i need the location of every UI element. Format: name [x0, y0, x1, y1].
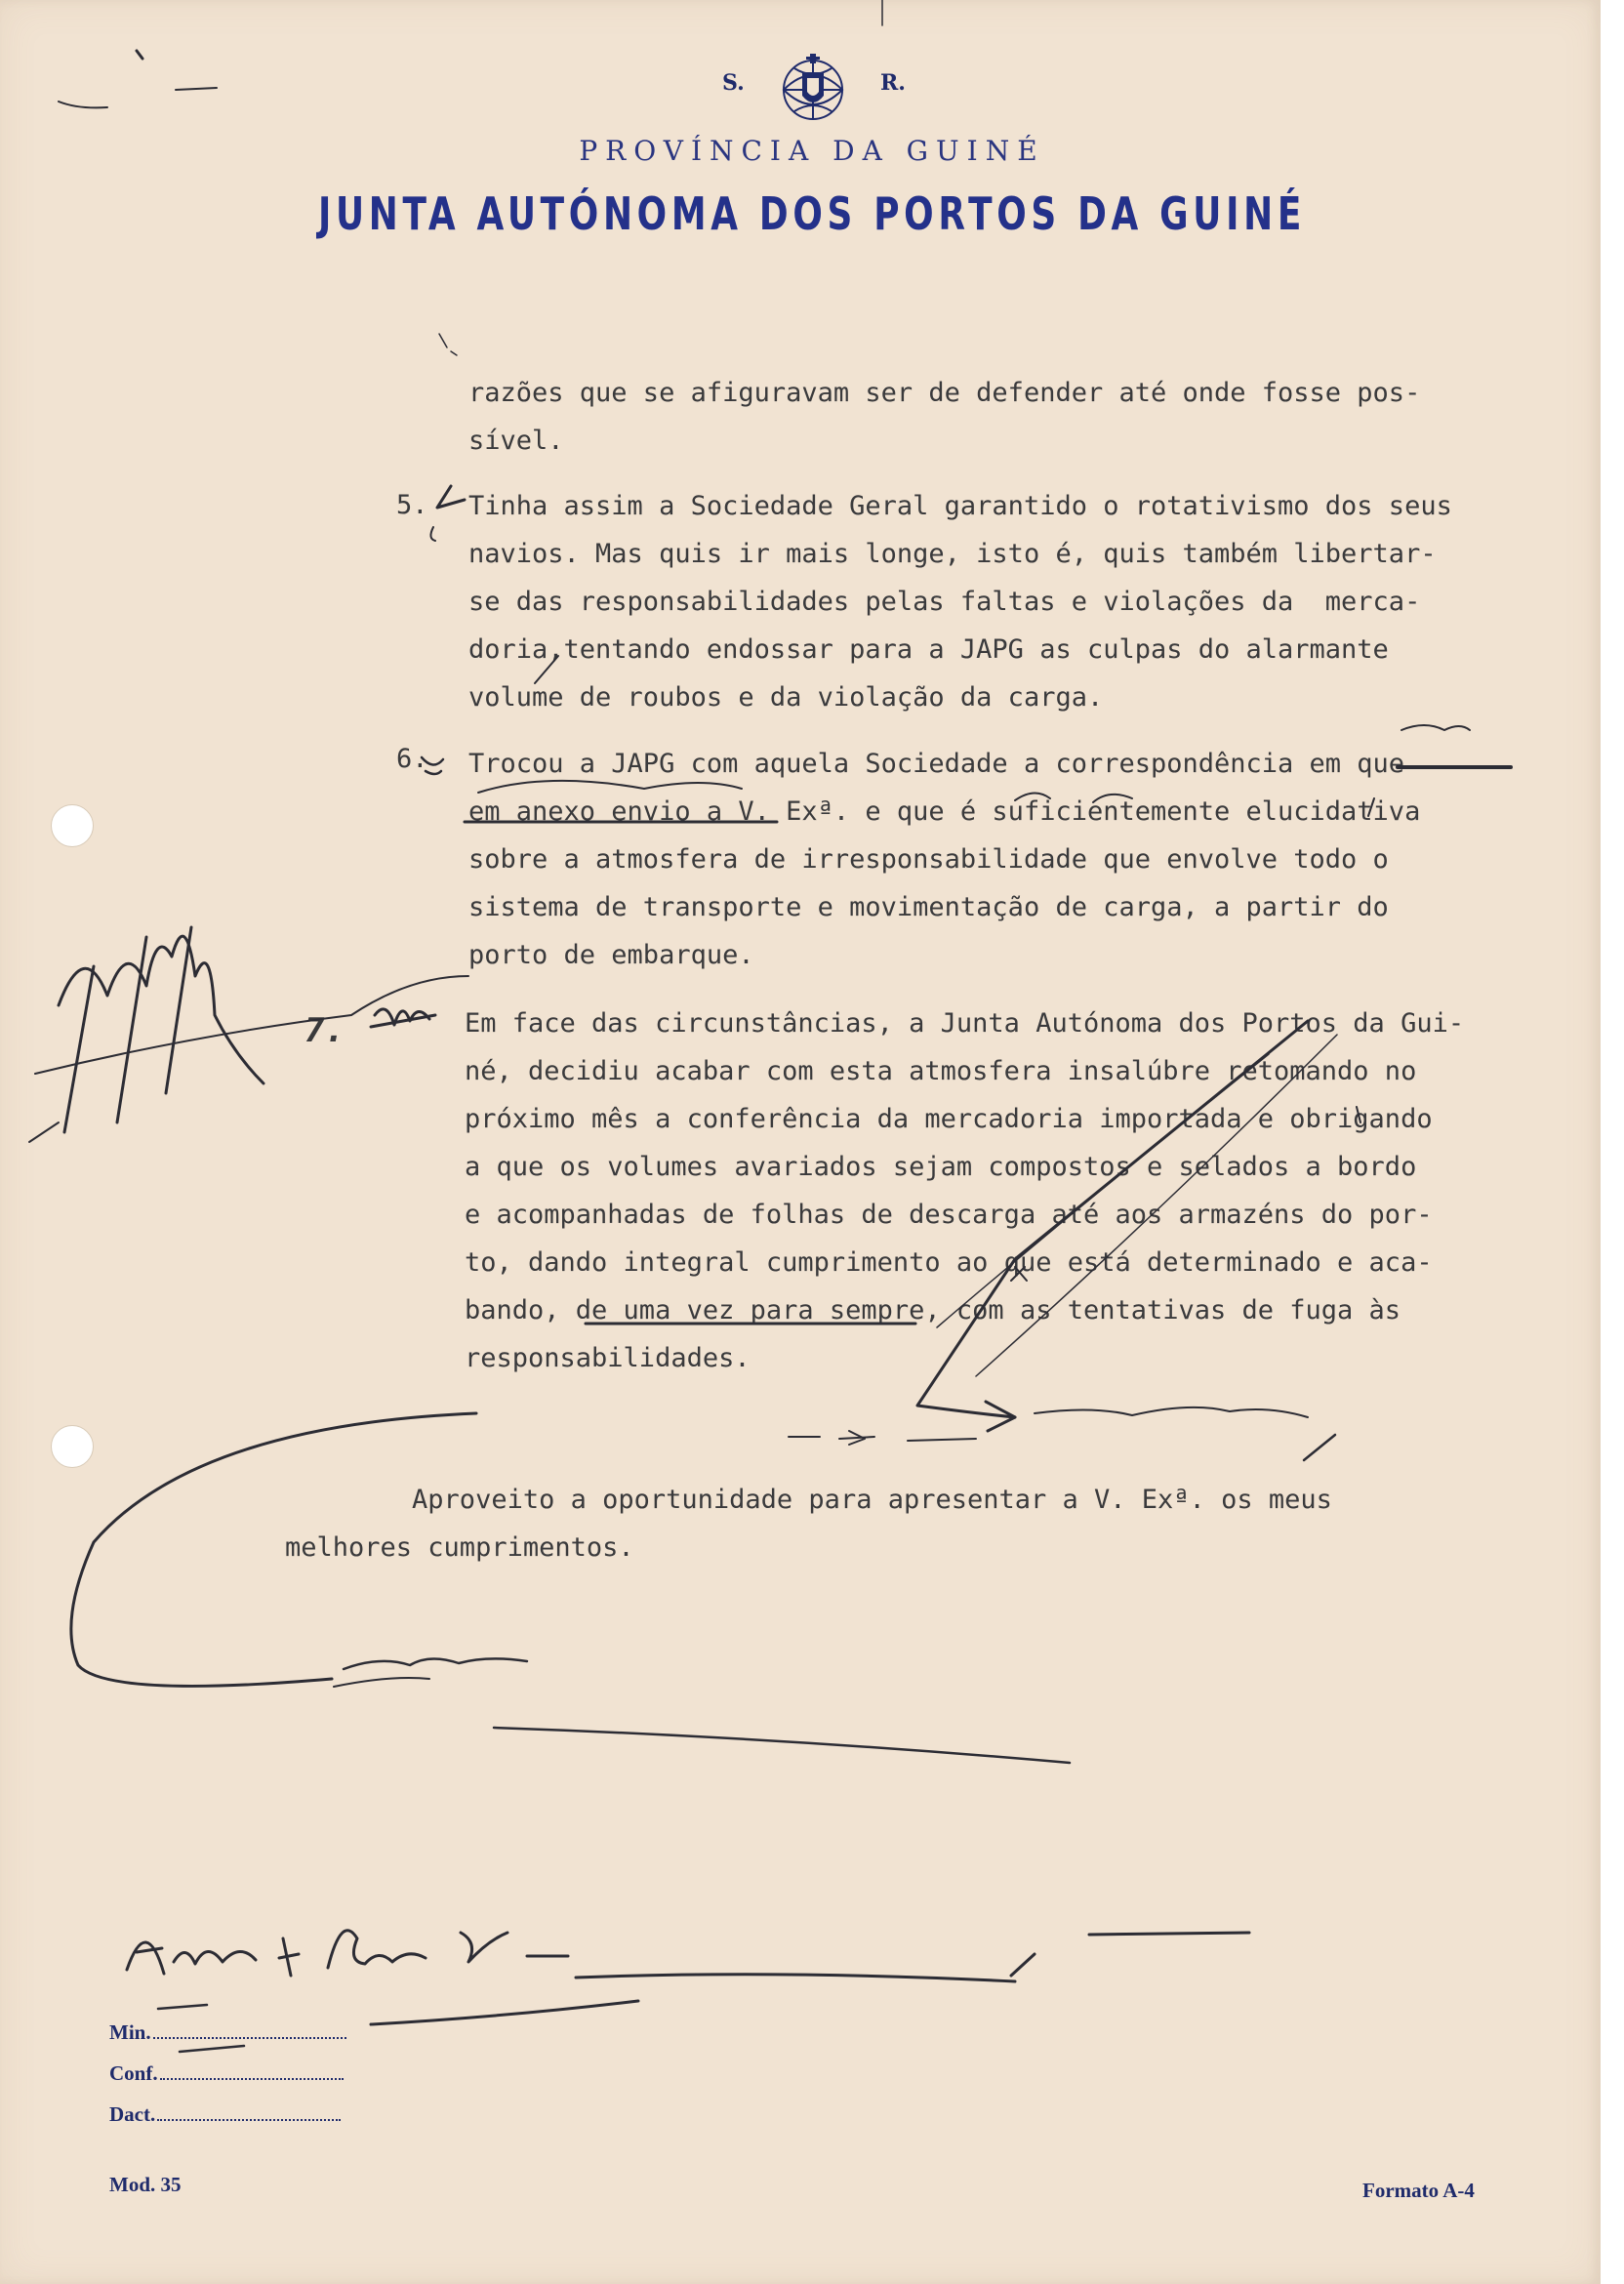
paragraph-number-7: 7. — [304, 1011, 345, 1050]
paragraph-6 — [468, 740, 1420, 979]
text-line: Trocou a JAPG com aquela Sociedade a correspondência em que — [468, 749, 1405, 779]
text-line: próximo mês a conferência da mercadoria importada e obrigando — [465, 1104, 1433, 1134]
text-line: Em face das circunstâncias, a Junta Autónoma dos Portos da Gui- — [465, 1008, 1465, 1039]
text-line: melhores cumprimentos. — [285, 1532, 634, 1563]
institution-heading: JUNTA AUTÓNOMA DOS PORTOS DA GUINÉ — [317, 187, 1307, 240]
text-line: e acompanhadas de folhas de descarga até aos armazéns do por- — [465, 1200, 1433, 1230]
text-line: sobre a atmosfera de irresponsabilidade que envolve todo o — [468, 844, 1389, 875]
text-line: razões que se afiguravam ser de defender até onde fosse pos- — [468, 378, 1421, 408]
model-number: Mod. 35 — [109, 2173, 182, 2196]
paragraph-number-5: 5. — [396, 490, 428, 520]
text-line-struck: em anexo envio a V. Exª. e que é suficientemente elucidativa — [468, 796, 1421, 827]
text-line: volume de roubos e da violação da carga. — [468, 682, 1104, 713]
crest-right-mark: R. — [880, 70, 906, 96]
paragraph-continuation — [468, 369, 1420, 465]
text-line: doria,tentando endossar para a JAPG as culpas do alarmante — [468, 634, 1389, 665]
text-line: sível. — [468, 426, 564, 456]
text-line: a que os volumes avariados sejam compostos e selados a bordo — [465, 1152, 1417, 1182]
text-line: Aproveito a oportunidade para apresentar a V. Exª. os meus — [285, 1485, 1332, 1515]
form-field-dact: Dact. — [109, 2102, 341, 2127]
text-line: sistema de transporte e movimentação de carga, a partir do — [468, 892, 1389, 922]
paragraph-7 — [465, 999, 1464, 1382]
text-line: né, decidiu acabar com esta atmosfera insalúbre retomando no — [465, 1056, 1417, 1086]
punch-hole-top — [51, 804, 94, 847]
form-field-conf: Conf. — [109, 2061, 344, 2086]
paragraph-number-6: 6. — [396, 744, 428, 774]
coat-of-arms-icon — [767, 51, 859, 129]
text-line: to, dando integral cumprimento ao que está determinado e aca- — [465, 1247, 1433, 1278]
province-heading: PROVÍNCIA DA GUINÉ — [579, 135, 1045, 167]
closing-paragraph — [285, 1476, 1332, 1571]
paragraph-5 — [468, 482, 1452, 721]
text-line: se das responsabilidades pelas faltas e violações da merca- — [468, 587, 1421, 617]
crest-left-mark: S. — [722, 70, 745, 96]
punch-hole-bottom — [51, 1425, 94, 1468]
text-line: porto de embarque. — [468, 940, 754, 970]
text-line: bando, de uma vez para sempre, com as tentativas de fuga às — [465, 1295, 1401, 1326]
text-line: navios. Mas quis ir mais longe, isto é, quis também libertar- — [468, 539, 1437, 569]
paper-format: Formato A-4 — [1362, 2179, 1475, 2202]
text-line: responsabilidades. — [465, 1343, 751, 1373]
letterhead-crest — [0, 51, 1601, 129]
form-field-min: Min. — [109, 2020, 346, 2045]
text-line: Tinha assim a Sociedade Geral garantido o rotativismo dos seus — [468, 491, 1452, 521]
